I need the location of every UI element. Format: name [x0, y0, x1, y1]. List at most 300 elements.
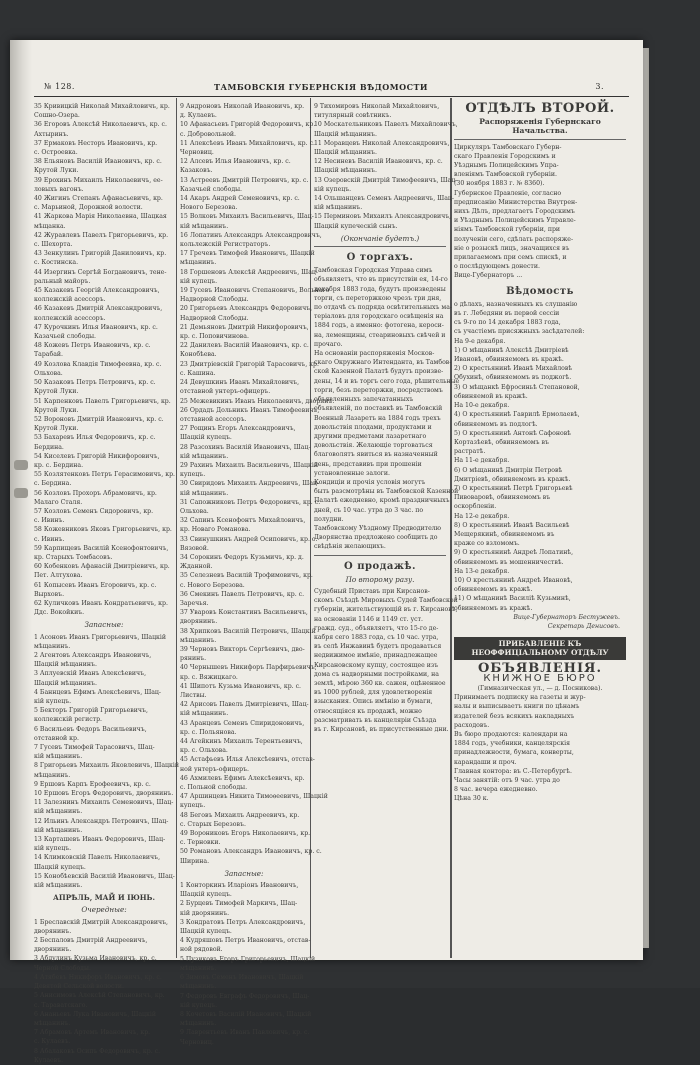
text-line: с. Терновки. — [180, 839, 221, 847]
page-header — [44, 80, 604, 96]
text-line: 47 Курочкинъ Илья Ивановичъ, кр. с. — [34, 323, 158, 331]
text-line: На 10-е декабря. — [454, 402, 510, 410]
text-line: Шацкій мѣщанинъ. — [314, 167, 377, 175]
text-line: Шацкій мѣщанинъ. — [34, 679, 97, 687]
text-line: 11) О мѣщанинѣ Василіѣ Кузьминѣ, — [454, 595, 571, 603]
book-bureau-title: КНИЖНОЕ БЮРО — [483, 672, 597, 684]
text-line: 35 Кривицкій Николай Михайловичъ, кр. — [34, 103, 170, 110]
text-line: Шацкій купецъ. — [180, 928, 232, 936]
text-line: 59 Карпищевъ Василій Ксенофонтовичъ, — [34, 544, 169, 552]
column-divider — [450, 98, 452, 958]
text-line: установленные залоги. — [314, 469, 390, 477]
text-line: принадлежности, бумага, конверты, — [454, 749, 574, 757]
text-line: краже со взломомъ. — [454, 540, 520, 548]
text-line: 24 Девушкинъ Иванъ Михайловичъ, — [180, 379, 300, 387]
text-line: Ольхова. — [34, 369, 63, 377]
text-line: На основаніи распоряженія Москов- — [314, 350, 435, 358]
text-line: обвиняемомъ въ кражѣ. — [454, 586, 533, 594]
text-line: с. Кулаевъ. — [34, 1038, 71, 1046]
text-line: Вице-Губернаторъ ... — [454, 272, 523, 280]
text-line: 9 Ершовъ Карпъ Ерофеевичъ, кр. с. — [34, 780, 151, 788]
text-line: 14 Акаръ Андрей Семеновичъ, кр. с. — [180, 195, 300, 203]
text-line: скаго Окружнаго Интенданта, въ Тамбов- — [314, 359, 452, 367]
text-line: 15 Волковъ Михаилъ Васильевичъ, Шац- — [180, 213, 314, 221]
continuation-note: (Окончаніе будетъ.) — [340, 233, 420, 243]
text-line: 9 Лаврентьевъ Иванъ Павловичъ, кр. с. — [180, 1029, 310, 1037]
text-line: Крутой Луки. — [34, 425, 79, 433]
text-line: с. Ивинъ. — [34, 517, 65, 525]
text-line: 13 Астреевъ Дмитрій Петровичъ, кр. с. — [180, 176, 309, 184]
text-line: коллежскій асессоръ. — [34, 296, 106, 304]
page-number: 3. — [595, 82, 604, 91]
text-line: 46 Казакевъ Дмитрій Александровичъ, — [34, 305, 163, 313]
text-line: 4) О крестьянинѣ Гаврилѣ Ермолаевѣ, — [454, 411, 580, 419]
text-line: въ селѣ Инжавинѣ будетъ продаваться — [314, 643, 442, 651]
text-line: д. Кулаевъ. — [180, 112, 217, 120]
text-line: Надворной Слободы. — [180, 296, 249, 304]
text-line: Принимаетъ подписку на газеты и жур- — [454, 694, 586, 702]
text-line: Палатѣ ежедневно, кромѣ праздничныхъ — [314, 497, 450, 505]
text-line: 60 Кобенковъ Афанасій Дмитріевичъ, кр. — [34, 563, 170, 571]
text-line: 7 Гусевъ Тимофей Тарасовичъ, Шац- — [34, 744, 155, 752]
text-line: 39 Черновъ Викторъ Сергѣевичъ, дво- — [180, 645, 305, 653]
text-line: Шацкій купецъ. — [34, 863, 86, 871]
text-line: 9 Тихомировъ Николай Михайловичъ, — [314, 103, 440, 110]
text-line: 49 Ворониковъ Егоръ Николаевичъ, кр. — [180, 830, 311, 838]
text-line: Крутой Луки. — [34, 406, 79, 414]
text-line: 19 Гусевъ Ивановичъ Степановичъ, Вольнаго — [180, 287, 330, 295]
text-line: Сошно-Озера. — [34, 112, 80, 120]
text-line: Черной Слободы. — [34, 964, 91, 972]
text-line: 47 Аршинцевъ Никита Тимоѳеевичъ, Шацкій — [180, 793, 328, 801]
text-line: 34 Сорокинъ Федоръ Кузьмичъ, кр. д. — [180, 553, 304, 561]
column-divider — [176, 98, 177, 958]
section-title-auctions: О торгахъ. — [346, 252, 414, 264]
text-line: Вязовой. — [180, 544, 209, 552]
text-line: Шацкій купеческій сынъ. — [314, 222, 398, 230]
text-line: кр. Новаго Романова. — [180, 526, 251, 534]
subheading-reserves: Запасные: — [224, 868, 264, 878]
text-line: мѣщанка. — [34, 222, 66, 230]
text-line: объявленныхъ запечатанныхъ — [314, 396, 414, 404]
vedomost-title: Вѣдомость — [506, 285, 574, 297]
text-line: Жданной. — [180, 563, 213, 571]
text-line: 29 Рахинъ Михаилъ Васильевичъ, Шацкій — [180, 461, 318, 469]
text-line: мѣщанинъ. — [180, 983, 217, 991]
text-line: 12 Алсевъ Илья Ивановичъ, кр. с. — [180, 158, 291, 166]
text-line: кр. с. Польянова. — [180, 728, 237, 736]
text-line: въ г. Кирсановѣ, въ присутственные дни. — [314, 726, 449, 733]
text-line: 3) О мѣщанкѣ Ефросиньѣ Степановой, — [454, 383, 580, 391]
text-line: дворянинъ. — [34, 946, 72, 954]
text-line: мѣщанинъ. — [180, 636, 217, 644]
text-line: 1 Асоновъ Иванъ Григорьевичъ, Шацкій — [34, 633, 167, 641]
text-line: свѣдѣнія желающихъ. — [314, 543, 386, 551]
text-line: расходовъ. — [454, 721, 490, 729]
text-line: 6 Ананьевъ Лука Ивановичъ, Шацкій — [34, 1010, 156, 1018]
text-line: кр. Старыхъ Томбасовъ. — [34, 553, 113, 561]
text-line: отставной унтеръ-офицеръ. — [180, 388, 271, 396]
column-1 — [34, 102, 179, 1064]
text-line: 7 Абрамовъ Артемъ Ивановичъ, кр. — [34, 1029, 151, 1037]
text-line: с. Тараватскаго. — [34, 1001, 88, 1009]
text-line: Судебный Приставъ при Кирсанов- — [314, 587, 430, 595]
text-line: Кирсановскому купцу, состоящее изъ — [314, 661, 439, 669]
text-line: 1884 годъ, а именно: фотогена, кероси- — [314, 322, 444, 330]
text-line: ніямъ Тамбовской губерніи, при — [454, 226, 561, 234]
text-line: 40 Жигинъ Степанъ Афанасьевичъ, кр. — [34, 195, 163, 203]
text-line: 56 Козловъ Прохоръ Абрамовичъ, кр. — [34, 489, 157, 497]
text-line: объявляетъ, что въ присутствіи ея, 14-го — [314, 276, 448, 284]
text-line: быть разсмотрѣны въ Тамбовской Казенной — [314, 488, 459, 496]
text-line: 37 Уваровъ Константинъ Васильевичъ, — [180, 609, 308, 617]
text-line: ніе о розыскѣ лицъ, значащихся въ — [454, 244, 570, 252]
text-line: 11 Моравцевъ Николай Александровичъ, — [314, 139, 450, 147]
text-line: Шацкій купецъ. — [180, 434, 232, 442]
text-line: кій мѣщанинъ. — [180, 452, 229, 460]
text-line: кій мѣщанинъ. — [180, 489, 229, 497]
text-line: 1 Конторкинъ Иларіонъ Ивановичъ, — [180, 882, 299, 890]
text-line: торги, безъ переторжки, посредствомъ — [314, 386, 443, 394]
text-line: 8) О крестьянинѣ Иванѣ Васильевѣ — [454, 521, 570, 529]
text-line: Кулаевъ. — [34, 1056, 64, 1064]
text-line: 2) О крестьянинѣ Иванѣ Михайловѣ — [454, 365, 573, 373]
text-line: 22 Данилевъ Василій Ивановичъ, кр. с. — [180, 342, 309, 350]
text-line: 43 Зенкулинъ Григорій Даниловичъ, кр. — [34, 250, 167, 258]
text-line: Ширина. — [180, 857, 210, 865]
text-line: Ивановѣ, обвиняемомъ въ кражѣ. — [454, 356, 564, 364]
text-line: 16 Лопатинъ Александръ Александровичъ, — [180, 231, 322, 239]
text-line: 1) О мѣщанинѣ Алексѣѣ Дмитріевѣ — [454, 346, 569, 354]
text-line: кольлежскій Регистраторъ. — [180, 241, 271, 249]
text-line: 15 Перминовъ Михаилъ Александровичъ, — [314, 213, 452, 221]
text-line: кій мѣщанинъ. — [314, 204, 363, 212]
text-line: 4 Атябевъ Никифоръ Ивановичъ, кр. с. — [34, 973, 162, 981]
text-line: 48 Кожевъ Петръ Ивановичъ, кр. с. — [34, 342, 151, 350]
text-line: Главная контора: въ С.-Петербургѣ. — [454, 767, 572, 775]
text-line: 4 Баннцевъ Ефимъ Алексѣевичъ, Шац- — [34, 688, 162, 696]
text-line: 11 Алексѣевъ Иванъ Михайловичъ, кр. с. — [180, 139, 316, 147]
text-line: 30 Свиридовъ Михаилъ Андреевичъ, Шац- — [180, 480, 320, 488]
text-line: с. Нового Березова. — [180, 581, 245, 589]
text-line: Пивоваровѣ, обвиняемомъ въ — [454, 494, 551, 502]
text-line: Казачьей слободы. — [180, 185, 243, 193]
text-line: кій купецъ. — [180, 277, 218, 285]
text-line: 44 Агейкинъ Михаилъ Терентьевичъ, — [180, 738, 303, 746]
text-line: Надворной Слободы. — [180, 314, 249, 322]
text-line: Кортазѣевѣ, обвиняемомъ въ — [454, 438, 549, 446]
text-line: и Уѣзднымъ Полицейскимъ Управле- — [454, 217, 576, 225]
text-line: кій купецъ. — [180, 1001, 218, 1009]
section-title-part-two: ОТДѢЛЪ ВТОРОЙ. — [465, 101, 615, 116]
text-line: кр. с. Ольхова. — [180, 747, 228, 755]
column-4 — [454, 102, 626, 957]
divider — [454, 139, 626, 140]
subheading-months: АПРѢЛЬ, МАЙ И ІЮНЬ. — [53, 893, 155, 903]
text-line: кій мѣщанинъ. — [180, 222, 229, 230]
text-line: 51 Карпенковъ Павелъ Григорьевичъ, кр. — [34, 397, 171, 405]
text-line: ской Казенной Палатѣ будутъ произве- — [314, 368, 444, 376]
text-line: кій купецъ. — [314, 185, 352, 193]
text-line: мѣщанинъ. — [180, 964, 217, 972]
text-line: 36 Смекинъ Павелъ Петровичъ, кр. с. — [180, 590, 305, 598]
text-line: мѣщанинъ. — [180, 1020, 217, 1028]
text-line: 31 Сапожниковъ Петръ Федоровичъ, кр. с. — [180, 498, 321, 506]
text-line: прочаго. — [314, 340, 343, 348]
text-line: 26 Ордадъ Дольникъ Иванъ Тимофеевичъ, — [180, 406, 320, 414]
text-line: кр. с. Поповичинова. — [180, 333, 249, 341]
text-line: кій мѣщанинъ. — [34, 826, 83, 834]
text-line: коллежскій регистр. — [34, 716, 103, 724]
text-line: 17 Гречевъ Тимофей Ивановичъ, Шацкій — [180, 250, 315, 258]
text-line: На 11-е декабря. — [454, 457, 510, 465]
text-line: Обухинѣ, обвиняемомъ въ поджогѣ. — [454, 374, 572, 382]
text-line: взыскания. Опись имѣнію и бумаги, — [314, 698, 433, 706]
binding-clip-icon — [14, 460, 28, 470]
text-line: Вырховъ. — [34, 590, 65, 598]
text-line: обвиняемомъ въ мошенничествѣ. — [454, 558, 564, 566]
text-line: на основаніи 1146 и 1149 ст. уст. — [314, 615, 424, 623]
text-line: Часы занятій: отъ 9 час. утра до — [454, 777, 560, 785]
text-line: 45 Астафьевъ Илья Алексѣевичъ, отстав- — [180, 756, 315, 764]
text-line: кій дворянинъ. — [180, 909, 230, 917]
subheading-second-time: По второму разу. — [345, 574, 415, 584]
text-line: дворянинъ. — [180, 618, 218, 626]
divider — [314, 246, 446, 247]
text-line: Бердина. — [34, 443, 64, 451]
text-line: 55 Козлятенковъ Петръ Герасимовичъ, кр. — [34, 471, 175, 479]
text-line: недвижимое имѣніе, принадлежащее — [314, 652, 438, 660]
text-line: разсматривать въ канцеляріи Съѣзда — [314, 716, 437, 724]
text-line: 23 Дмитріевскій Григорій Тарасовичъ, кр. — [180, 360, 319, 368]
text-line: 6 Васильевъ Федоръ Васильевичъ, — [34, 725, 147, 733]
text-line: 21 Демьяновъ Дмитрій Никифоровичъ, — [180, 323, 309, 331]
text-line: ральный майоръ. — [34, 277, 91, 285]
text-line: 43 Аранцевъ Семенъ Спиридоновичъ, — [180, 719, 305, 727]
text-line: 9) О крестьянинѣ Андреѣ Лопатинѣ, — [454, 549, 574, 557]
text-line: 38 Ельяновъ Василій Ивановичъ, кр. с. — [34, 158, 162, 166]
text-line: 54 Киселевъ Григорій Никифоровичъ, — [34, 452, 160, 460]
text-line: декабря 1883 года, будутъ произведены — [314, 285, 446, 293]
text-line: 10) О крестьянинѣ Андреѣ Ивановѣ, — [454, 576, 573, 584]
text-line: Тарабай. — [34, 351, 63, 359]
text-line: съ участіемъ присяжныхъ засѣдателей: — [454, 328, 585, 336]
text-line: 3 Абдулинъ Кузьма Ивановичъ, кр. с. — [34, 955, 157, 963]
text-line: скаго Правленія Городскимъ и — [454, 152, 556, 160]
text-line: обвиняемомъ въ кражѣ. — [454, 604, 533, 612]
text-line: землѣ, мѣрою 360 кв. сажен, оцѣненное — [314, 679, 446, 687]
section-title-sales: О продажѣ. — [344, 560, 416, 572]
text-line: гражд. суд., объявляетъ, что 15-го де- — [314, 624, 439, 632]
text-line: 57 Козловъ Семенъ Сидоровичъ, кр. — [34, 507, 154, 515]
text-line: относящіяся къ продажѣ, можно — [314, 707, 422, 715]
text-line: кій мѣщанинъ. — [180, 710, 229, 718]
text-line: 14 Климковскій Павелъ Николаевичъ, — [34, 854, 161, 862]
text-line: 53 Бахаревъ Илья Федоровичъ, кр. с. — [34, 434, 156, 442]
text-line: въ 1000 рублей, для удовлетворенія — [314, 689, 433, 697]
text-line: предписанію Министерства Внутрен- — [454, 198, 578, 206]
text-line: 62 Куличковъ Иванъ Кондратьевичъ, кр. — [34, 599, 168, 607]
text-line: 12 Ильинъ Александръ Петровичъ, Шац- — [34, 817, 169, 825]
text-line: мѣщанинъ. — [34, 771, 71, 779]
text-line: 6 Зимовъ Семенъ Ивановичъ, Шацкій — [180, 974, 304, 982]
text-line: дней, съ 10 час. утра до 3 час. по — [314, 506, 424, 514]
text-line: 25 Межевикинъ Иванъ Николаевичъ, дворянъ. — [180, 397, 335, 405]
text-line: обвиняемомъ въ подлогѣ. — [454, 420, 538, 428]
text-line: На 13-е декабря. — [454, 567, 510, 575]
text-line: 42 Арисовъ Павелъ Дмитріевичъ, Шац- — [180, 701, 309, 709]
text-line: довольствія. Желающіе торговаться — [314, 442, 433, 450]
text-line: с. Шехорта. — [34, 241, 73, 249]
text-line: 2 Бурцевъ Тимофей Маркичъ, Шац- — [180, 900, 298, 908]
text-line: Ддс. Вокойкиъ. — [34, 609, 85, 617]
divider — [314, 555, 446, 556]
text-line: 5 Пузиковъ Егоръ Григорьевичъ, Шацкій — [180, 955, 316, 963]
text-line: 14 Ольшанцевъ Семенъ Андреевичъ, Шац- — [314, 195, 454, 203]
text-line: 38 Хрипковъ Василій Петровичъ, Шацкій — [180, 627, 316, 635]
text-line: Шацкій купецъ. — [180, 891, 232, 899]
subheading-regular: Очередные: — [81, 905, 127, 915]
text-line: 40 Чернышевъ Никифоръ Парфирьевичъ, — [180, 664, 317, 672]
text-line: титулярный совѣтникъ. — [314, 112, 392, 120]
binding-clip-icon — [14, 488, 28, 498]
text-line: 8 Абалаковъ Осипъ Федоровичъ, кр. с. — [34, 1047, 161, 1055]
subheading-reserves: Запасные: — [84, 620, 124, 630]
column-divider — [310, 98, 311, 958]
text-line: Цѣна 30 к. — [454, 795, 489, 803]
text-line: 8 Григорьевъ Михаилъ Яковлевичъ, Шацкій — [34, 762, 179, 770]
page-spine — [10, 40, 32, 960]
text-line: Черновиц. — [180, 149, 214, 157]
text-line: нихъ Дѣлъ, предлагаетъ Городскимъ — [454, 208, 575, 216]
text-line: с. Марьиной, Дорожной волости. — [34, 204, 143, 212]
text-line: 33 Свинушкинъ Андрей Осиповичъ, кр. с. — [180, 535, 318, 543]
signature-secretary: Секретарь Денисовъ. — [547, 622, 620, 630]
text-line: Тамбовская Городская Управа симъ — [314, 267, 433, 275]
text-line: дома съ надворными постройками, на — [314, 670, 439, 678]
text-line: съ 9-го по 14 декабря 1883 года, — [454, 319, 561, 327]
text-line: дворянинъ. — [34, 927, 72, 935]
text-line: рянинъ. — [180, 655, 207, 663]
text-line: Военный Лазаретъ на 1884 годъ трехъ — [314, 414, 441, 422]
text-line: по отдачѣ съ подряда освѣтительныхъ ма- — [314, 304, 452, 312]
text-line: Крутой Луки. — [34, 388, 79, 396]
text-line: 58 Кожевниковъ Яковъ Григорьевичъ, кр. — [34, 526, 172, 534]
text-line: 27 Рощинъ Егоръ Александровичъ, — [180, 425, 296, 433]
text-line: 10 Москательниковъ Павелъ Михайловичъ, — [314, 121, 458, 129]
text-line: 7) О крестьянинѣ Петрѣ Григорьевѣ — [454, 484, 573, 492]
text-line: 2 Агентовъ Александръ Ивановичъ, — [34, 651, 152, 659]
text-line: 4 Кудряшовъ Петръ Ивановичъ, отстав- — [180, 937, 311, 945]
text-line: 44 Изергинъ Сергѣй Богдановичъ, тене- — [34, 268, 167, 276]
text-line: Губернское Правленіе, согласно — [454, 189, 562, 197]
newspaper-title: ТАМБОВСКІЯ ГУБЕРНСКІЯ ВѢДОМОСТИ — [214, 82, 428, 92]
text-line: скомъ Съѣздѣ Мировыхъ Судей Тамбовской — [314, 597, 458, 605]
text-line: въ г. Лебедяни въ первой сессіи — [454, 310, 560, 318]
text-line: издателей безъ всякихъ накладныхъ — [454, 712, 575, 720]
text-line: 52 Вороновъ Дмитрій Ивановичъ, кр. с. — [34, 415, 164, 423]
text-line: 5 Бекторъ Григорій Григорьевичъ, — [34, 707, 148, 715]
text-line: На 12-е декабря. — [454, 512, 510, 520]
text-line: Шацкій мѣщанинъ. — [314, 130, 377, 138]
text-line: довольствія плодами, продуктами и — [314, 423, 432, 431]
text-line: Тамбовскому Уѣздному Предводителю — [314, 524, 442, 532]
text-line: 1 Бреславскій Дмитрій Александровичъ, — [34, 918, 168, 926]
text-line: кій купецъ. — [34, 698, 72, 705]
text-line: кій мѣщанинъ. — [34, 808, 83, 816]
text-line: с. Костинска. — [34, 259, 79, 267]
text-line: с. Добровольной. — [180, 130, 237, 138]
text-line: ной рядовой. — [180, 946, 223, 954]
text-line: 13 Озеровскій Дмитрій Тимофеевичъ, Шац- — [314, 176, 458, 184]
text-line: Казаковъ. — [180, 167, 213, 175]
text-line: 28 Разсохинъ Василій Ивановичъ, Шац- — [180, 443, 311, 451]
issue-number: № 128. — [44, 82, 75, 91]
text-line: 8 час. вечера ежедневно. — [454, 786, 538, 794]
text-line: мѣщанинъ. — [34, 642, 71, 650]
text-line: 41 Шипотъ Кузьма Ивановичъ, кр. с. — [180, 682, 302, 690]
text-line: отставной асессоръ. — [180, 415, 247, 423]
text-line: 8 Кочетовъ Василій Ивановичъ, Шацкій — [180, 1010, 312, 1018]
text-line: Заречья. — [180, 599, 209, 607]
text-line: 50 Романовъ Александръ Ивановичъ, кр. с. — [180, 848, 322, 856]
text-line: 37 Ермаковъ Несторъ Ивановичъ, кр. — [34, 139, 158, 147]
text-line: кр. с. Вяжицкаго. — [180, 673, 238, 681]
text-line: Конобѣева. — [180, 351, 217, 359]
supplement-banner: ПРИБАВЛЕНІЕ КЪ НЕОФФИЦІАЛЬНОМУ ОТДѢЛУ — [454, 637, 626, 659]
text-line: ной унтеръ-офицеръ. — [180, 765, 249, 773]
text-line: Циркуляръ Тамбовскаго Губерн- — [454, 143, 562, 151]
text-line: 11 Залезнинъ Михаилъ Семеновичъ, Шац- — [34, 799, 174, 807]
text-line: полудни. — [314, 515, 344, 523]
text-line: 32 Сапинъ Ксенофонтъ Михайловичъ, — [180, 517, 306, 525]
text-line: объявленій, по поставкѣ въ Тамбовскій — [314, 405, 443, 413]
text-line: с. Остроевка. — [34, 149, 78, 157]
text-line: обвиняемой въ кражѣ. — [454, 392, 528, 400]
text-line: 9 Андроновъ Николай Ивановичъ, кр. — [180, 103, 305, 110]
signature-vice-governor: Вице-Губернаторъ Бестужевъ. — [513, 613, 620, 621]
text-line: Уѣзднымъ Полицейскимъ Упра- — [454, 162, 559, 170]
text-line: торги, съ переторжкою чрезъ три дня, — [314, 294, 442, 302]
text-line: отставной кр. — [34, 734, 79, 742]
text-line: Нового Березова. — [180, 204, 238, 212]
page-edge — [643, 48, 649, 948]
text-line: Дворянства предложено сообщить до — [314, 534, 438, 542]
text-line: 46 Ахмилевъ Ефимъ Алексѣевичъ, кр. — [180, 774, 305, 782]
column-3 — [314, 102, 460, 957]
text-line: 20 Григорьевъ Александръ Федоровичъ, — [180, 305, 313, 313]
text-line: с. Кашина. — [180, 369, 216, 377]
text-line: 45 Казакевъ Георгій Александровичъ, — [34, 287, 160, 295]
text-line: кій мѣщанинъ. — [34, 753, 83, 761]
text-line: 10 Ершовъ Егоръ Федоровичъ, дворянинъ. — [34, 790, 174, 798]
text-line: 42 Журавлевъ Павелъ Григорьевичъ, кр. — [34, 231, 169, 239]
text-line: с. Старых Березовъ. — [180, 820, 246, 828]
announcements-title: ОБЪЯВЛЕНІЯ. — [477, 660, 603, 676]
text-line: 13 Карташевъ Иванъ Федоровичъ, Шац- — [34, 836, 166, 844]
text-line: с. Ивинъ. — [34, 535, 65, 543]
text-line: 39 Ерохинъ Михаилъ Николаевичъ, ее- — [34, 176, 163, 184]
text-line: 7 Федоровъ Евграфъ Федоровичъ, Шац- — [180, 992, 310, 1000]
text-line: 49 Козлова Клавдія Тимофеевна, кр. с. — [34, 360, 162, 368]
text-line: 5 Анисимовъ Алексѣй Степановичъ, кр. — [34, 992, 165, 1000]
text-line: растратѣ. — [454, 448, 486, 456]
newspaper-page — [10, 40, 643, 1064]
text-line: мѣщанинъ. — [34, 1019, 71, 1027]
text-line: на, леменщины, стеариновыхъ свѣчей и — [314, 331, 446, 339]
text-line: На 9-е декабря. — [454, 337, 506, 345]
text-line: о дѣлахъ, назначенныхъ къ слушанію — [454, 300, 578, 308]
